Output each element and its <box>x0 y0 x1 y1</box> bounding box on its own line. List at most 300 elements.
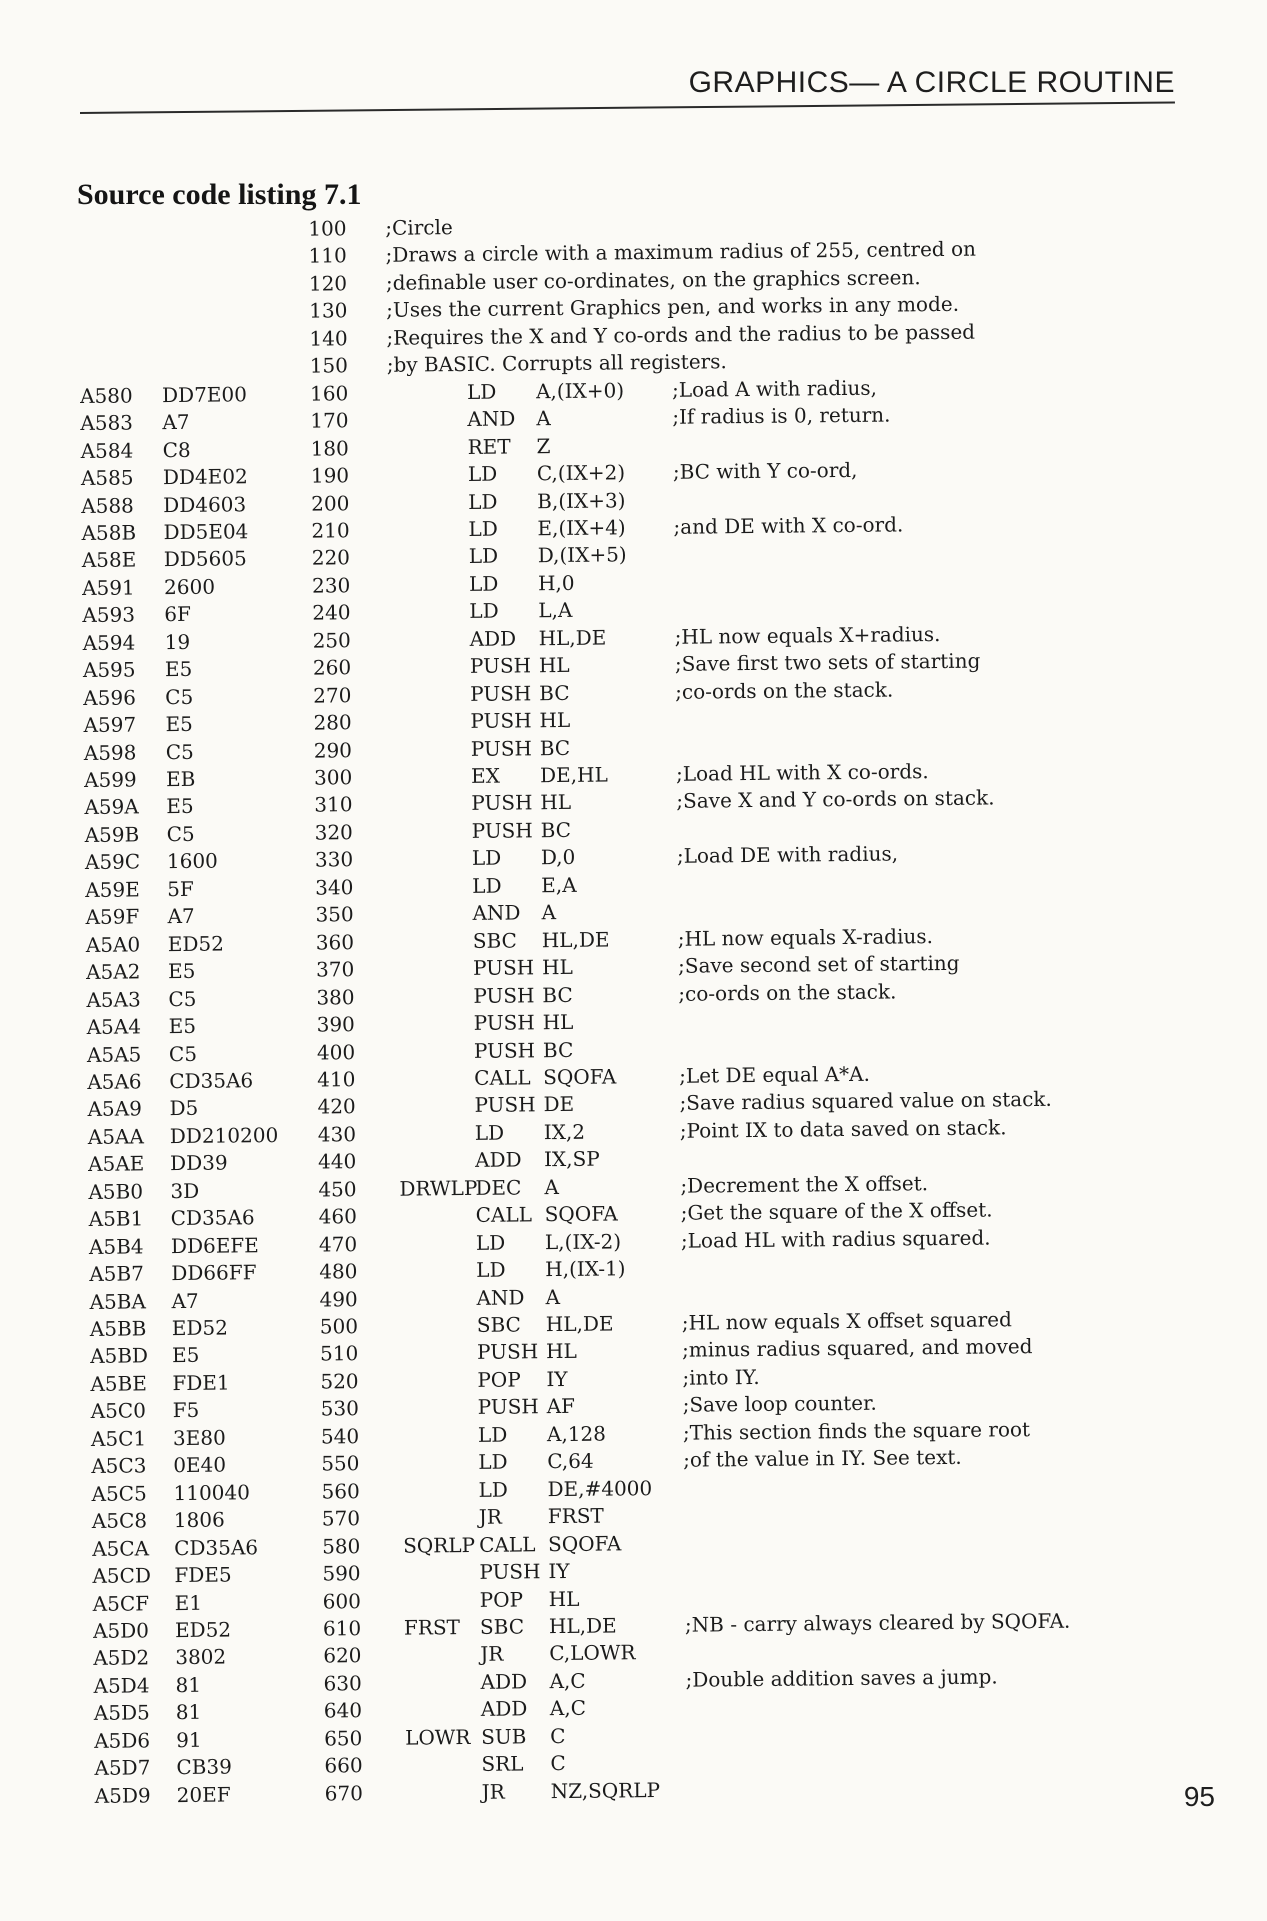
line-number: 650 <box>324 1725 363 1751</box>
operand: HL,DE <box>545 1311 614 1337</box>
line-number: 380 <box>316 984 355 1010</box>
comment-text: ;Load HL with radius squared. <box>680 1225 991 1253</box>
memory-address: A5BD <box>89 1343 149 1369</box>
operand: BC <box>540 817 572 843</box>
line-number: 630 <box>323 1670 362 1696</box>
section-heading: Source code listing 7.1 <box>77 178 362 211</box>
machine-code: C8 <box>162 437 191 462</box>
operand: Z <box>536 433 551 458</box>
operand: DE <box>543 1092 575 1117</box>
page-number: 95 <box>1183 1781 1215 1812</box>
line-number: 200 <box>311 490 350 516</box>
line-number: 220 <box>311 545 351 570</box>
line-number: 600 <box>322 1588 362 1614</box>
line-number: 360 <box>315 929 355 955</box>
mnemonic: RET <box>467 434 511 459</box>
asm-label: SQRLP <box>402 1532 476 1558</box>
mnemonic: PUSH <box>470 735 533 761</box>
memory-address: A5A5 <box>86 1041 142 1067</box>
memory-address: A5B0 <box>88 1179 144 1204</box>
line-number: 540 <box>320 1423 360 1449</box>
operand: SQOFA <box>544 1201 618 1227</box>
operand: BC <box>542 982 573 1007</box>
mnemonic: LD <box>468 516 498 541</box>
memory-address: A58E <box>81 547 137 573</box>
comment-text: ;HL now equals X offset squared <box>681 1307 1013 1335</box>
comment-text: ;This section finds the square root <box>682 1416 1031 1445</box>
comment-text: ;HL now equals X-radius. <box>677 923 934 951</box>
line-number: 190 <box>310 463 350 488</box>
operand: NZ,SQRLP <box>550 1777 661 1803</box>
mnemonic: POP <box>477 1367 521 1392</box>
line-number: 610 <box>322 1616 362 1641</box>
operand: C <box>550 1751 566 1776</box>
machine-code: E5 <box>168 1013 197 1039</box>
machine-code: DD4603 <box>163 491 247 517</box>
operand: BC <box>542 1037 574 1062</box>
machine-code: D5 <box>169 1096 199 1121</box>
machine-code: DD66FF <box>171 1260 257 1286</box>
comment-text: ;Save loop counter. <box>682 1391 877 1418</box>
machine-code: E5 <box>165 711 193 737</box>
operand: HL <box>540 790 572 815</box>
operand: B,(IX+3) <box>537 487 626 513</box>
mnemonic: LD <box>471 845 502 871</box>
memory-address: A5B7 <box>89 1261 144 1287</box>
mnemonic: CALL <box>475 1202 533 1228</box>
machine-code: E5 <box>171 1343 200 1368</box>
machine-code: A7 <box>162 409 190 435</box>
line-number: 180 <box>310 435 349 461</box>
line-number: 300 <box>313 765 353 790</box>
operand: SQOFA <box>543 1064 617 1090</box>
operand: H,0 <box>537 570 575 596</box>
mnemonic: PUSH <box>473 1010 535 1035</box>
memory-address: A5D2 <box>93 1645 150 1671</box>
line-number: 450 <box>318 1176 357 1202</box>
line-number: 460 <box>318 1204 357 1229</box>
operand: E,(IX+4) <box>537 515 626 541</box>
machine-code: CD35A6 <box>169 1068 254 1094</box>
operand: C,64 <box>547 1448 594 1474</box>
memory-address: A5D0 <box>92 1618 150 1643</box>
line-number: 590 <box>322 1561 361 1586</box>
operand: AF <box>546 1394 576 1419</box>
memory-address: A591 <box>81 575 135 600</box>
line-number: 640 <box>323 1698 363 1723</box>
comment-text: ;Let DE equal A*A. <box>679 1061 871 1088</box>
line-number: 350 <box>315 902 354 927</box>
mnemonic: CALL <box>474 1065 531 1090</box>
line-number: 120 <box>308 271 348 296</box>
comment-text: ;BC with Y co-ord, <box>672 457 858 484</box>
memory-address: A597 <box>83 712 137 738</box>
line-number: 140 <box>309 325 348 351</box>
line-number: 420 <box>317 1094 356 1119</box>
operand: IX,2 <box>543 1119 586 1145</box>
memory-address: A5B4 <box>88 1234 144 1259</box>
comment-text: ;Save first two sets of starting <box>674 648 981 676</box>
memory-address: A5CD <box>92 1563 152 1588</box>
machine-code: E1 <box>174 1590 203 1615</box>
machine-code: C5 <box>166 821 195 847</box>
operand: BC <box>539 735 571 760</box>
operand: HL,DE <box>548 1613 617 1639</box>
machine-code: 3E80 <box>172 1425 226 1450</box>
mnemonic: PUSH <box>470 708 532 734</box>
comment-text: ;Load HL with X co-ords. <box>675 759 929 786</box>
mnemonic: JR <box>480 1642 504 1667</box>
comment-text: ;Double addition saves a jump. <box>685 1664 998 1692</box>
machine-code: ED52 <box>167 931 225 956</box>
line-number: 530 <box>320 1396 359 1421</box>
line-number: 330 <box>314 847 354 872</box>
comment-text: ;NB - carry always cleared by SQOFA. <box>684 1608 1071 1637</box>
machine-code: 3802 <box>175 1644 227 1670</box>
mnemonic: JR <box>478 1504 503 1530</box>
operand: HL,DE <box>538 625 607 650</box>
line-number: 470 <box>318 1231 358 1257</box>
line-number: 570 <box>321 1506 361 1531</box>
memory-address: A584 <box>80 438 134 463</box>
mnemonic: SRL <box>481 1751 524 1777</box>
comment-text: ;Circle <box>385 215 453 240</box>
memory-address: A5AA <box>87 1124 145 1149</box>
comment-text: ;Decrement the X offset. <box>680 1170 929 1198</box>
mnemonic: LD <box>475 1230 506 1255</box>
comment-text: ;Save radius squared value on stack. <box>679 1087 1052 1116</box>
mnemonic: LD <box>474 1120 505 1145</box>
line-number: 290 <box>313 737 353 763</box>
machine-code: CD35A6 <box>174 1534 259 1560</box>
mnemonic: LD <box>467 461 498 486</box>
line-number: 210 <box>311 518 350 543</box>
memory-address: A5D9 <box>94 1782 151 1808</box>
operand: E,A <box>541 872 577 897</box>
mnemonic: LD <box>469 598 499 624</box>
operand: A,C <box>549 1696 587 1721</box>
mnemonic: PUSH <box>472 955 535 981</box>
line-number: 110 <box>308 243 347 269</box>
operand: L,(IX-2) <box>544 1229 622 1254</box>
mnemonic: DEC <box>475 1175 522 1200</box>
operand: A <box>536 406 551 431</box>
operand: L,A <box>538 598 573 623</box>
operand: IX,SP <box>543 1146 600 1172</box>
machine-code: E5 <box>166 794 194 819</box>
comment-text: ;and DE with X co-ord. <box>673 512 904 539</box>
mnemonic: PUSH <box>473 1037 536 1063</box>
memory-address: A5C5 <box>91 1481 147 1506</box>
machine-code: A7 <box>167 904 195 929</box>
operand: A <box>541 900 557 925</box>
machine-code: DD7E00 <box>161 381 248 407</box>
memory-address: A593 <box>82 602 136 628</box>
operand: D,(IX+5) <box>537 542 627 568</box>
comment-text: ;co-ords on the stack. <box>678 979 897 1006</box>
comment-text: ;Draws a circle with a maximum radius of 255, centred on <box>385 237 977 268</box>
memory-address: A5BB <box>89 1316 147 1341</box>
machine-code: ED52 <box>171 1315 229 1341</box>
memory-address: A5C1 <box>90 1426 147 1451</box>
machine-code: 2600 <box>163 574 216 599</box>
comment-text: ;If radius is 0, return. <box>672 402 891 429</box>
mnemonic: LD <box>468 571 499 596</box>
memory-address: A595 <box>82 657 136 683</box>
mnemonic: PUSH <box>471 790 533 816</box>
machine-code: 19 <box>164 629 191 654</box>
operand: D,0 <box>540 845 576 870</box>
mnemonic: LD <box>468 489 498 514</box>
line-number: 400 <box>316 1039 356 1065</box>
mnemonic: PUSH <box>473 982 535 1008</box>
memory-address: A596 <box>83 685 136 710</box>
line-number: 340 <box>315 874 354 900</box>
operand: HL <box>539 707 571 733</box>
memory-address: A583 <box>80 410 134 436</box>
operand: FRST <box>547 1503 604 1529</box>
asm-label: FRST <box>403 1615 461 1640</box>
mnemonic: PUSH <box>470 680 532 706</box>
memory-address: A598 <box>83 739 137 765</box>
memory-address: A599 <box>83 767 137 792</box>
machine-code: 1806 <box>173 1507 225 1533</box>
machine-code: 1600 <box>166 848 218 874</box>
mnemonic: LD <box>468 544 499 569</box>
memory-address: A5A0 <box>85 932 141 957</box>
operand: A,C <box>549 1668 586 1693</box>
machine-code: DD4E02 <box>162 464 248 490</box>
line-number: 310 <box>314 792 353 818</box>
line-number: 430 <box>317 1121 357 1147</box>
line-number: 440 <box>317 1149 357 1174</box>
machine-code: E5 <box>167 958 196 984</box>
memory-address: A59B <box>84 822 140 847</box>
mnemonic: PUSH <box>469 653 532 679</box>
memory-address: A5D4 <box>93 1673 150 1698</box>
operand: C <box>549 1723 566 1748</box>
memory-address: A5C8 <box>91 1508 148 1534</box>
memory-address: A5A9 <box>87 1096 142 1122</box>
memory-address: A5D5 <box>93 1700 150 1726</box>
asm-label: DRWLP <box>399 1175 478 1201</box>
memory-address: A58B <box>81 520 137 545</box>
comment-text: ;Uses the current Graphics pen, and works in any mode. <box>386 292 960 323</box>
machine-code: 20EF <box>176 1782 231 1807</box>
machine-code: 81 <box>175 1700 202 1725</box>
line-number: 160 <box>309 380 349 406</box>
line-number: 280 <box>313 710 352 735</box>
line-number: 410 <box>317 1067 356 1092</box>
memory-address: A580 <box>79 383 133 408</box>
memory-address: A588 <box>81 492 134 518</box>
line-number: 250 <box>312 627 351 653</box>
machine-code: 81 <box>175 1672 202 1697</box>
comment-text: ;Save second set of starting <box>677 950 960 978</box>
line-number: 480 <box>319 1259 358 1284</box>
operand: BC <box>539 680 570 705</box>
mnemonic: LD <box>477 1422 508 1447</box>
comment-text: ;of the value in IY. See text. <box>683 1445 962 1472</box>
memory-address: A5A2 <box>85 959 141 985</box>
memory-address: A594 <box>82 630 136 655</box>
machine-code: A7 <box>171 1288 199 1313</box>
line-number: 240 <box>312 600 351 625</box>
mnemonic: ADD <box>480 1696 528 1722</box>
comment-text: ;by BASIC. Corrupts all registers. <box>386 349 727 378</box>
operand: SQOFA <box>547 1530 622 1556</box>
operand: H,(IX-1) <box>545 1256 626 1282</box>
operand: C,LOWR <box>549 1640 636 1666</box>
operand: IY <box>548 1558 570 1584</box>
memory-address: A59F <box>85 904 140 930</box>
comment-text: ;co-ords on the stack. <box>675 677 894 704</box>
mnemonic: PUSH <box>474 1092 536 1118</box>
memory-address: A5D6 <box>94 1728 151 1753</box>
line-number: 520 <box>320 1369 359 1394</box>
line-number: 660 <box>324 1753 363 1778</box>
comment-text: ;definable user co-ordinates, on the graphics screen. <box>385 265 921 295</box>
mnemonic: LD <box>466 379 497 404</box>
machine-code: ED52 <box>174 1617 232 1643</box>
memory-address: A585 <box>80 465 134 491</box>
comment-text: ;into IY. <box>682 1364 760 1390</box>
line-number: 260 <box>312 655 352 680</box>
memory-address: A59E <box>85 877 140 902</box>
mnemonic: PUSH <box>476 1339 539 1365</box>
machine-code: C5 <box>165 739 194 764</box>
line-number: 270 <box>313 682 352 708</box>
mnemonic: LD <box>472 873 502 898</box>
memory-address: A5BE <box>90 1371 147 1396</box>
mnemonic: SBC <box>476 1312 522 1337</box>
mnemonic: ADD <box>469 626 517 651</box>
mnemonic: PUSH <box>471 818 533 843</box>
mnemonic: CALL <box>478 1531 536 1557</box>
operand: HL <box>545 1339 577 1364</box>
line-number: 150 <box>309 353 349 378</box>
machine-code: 3D <box>170 1178 200 1203</box>
machine-code: EB <box>165 766 196 792</box>
mnemonic: LD <box>476 1257 506 1282</box>
mnemonic: JR <box>481 1779 505 1804</box>
memory-address: A5AE <box>87 1151 145 1177</box>
running-header: GRAPHICS— A CIRCLE ROUTINE <box>688 66 1175 99</box>
line-number: 230 <box>311 573 351 598</box>
machine-code: C5 <box>168 986 197 1011</box>
mnemonic: AND <box>472 900 521 926</box>
line-number: 500 <box>319 1314 359 1339</box>
comment-text: ;HL now equals X+radius. <box>674 621 941 649</box>
operand: HL,DE <box>541 927 610 952</box>
memory-address: A5A6 <box>87 1069 142 1094</box>
line-number: 170 <box>310 408 349 433</box>
comment-text: ;Get the square of the X offset. <box>680 1197 993 1225</box>
operand: A <box>544 1174 559 1199</box>
operand: HL <box>541 955 573 980</box>
operand: A <box>545 1284 561 1309</box>
comment-text: ;Requires the X and Y co-ords and the radius to be passed <box>386 319 976 350</box>
machine-code: E5 <box>164 657 193 682</box>
mnemonic: LD <box>478 1477 508 1502</box>
line-number: 130 <box>309 298 348 323</box>
memory-address: A5CF <box>92 1590 150 1616</box>
mnemonic: SBC <box>472 928 517 953</box>
line-number: 620 <box>323 1643 362 1668</box>
machine-code: CB39 <box>176 1754 233 1780</box>
machine-code: C5 <box>165 684 194 709</box>
machine-code: DD5E04 <box>163 519 249 545</box>
comment-text: ;Save X and Y co-ords on stack. <box>676 785 995 814</box>
operand: HL <box>548 1586 580 1611</box>
machine-code: FDE1 <box>172 1370 230 1395</box>
line-number: 490 <box>319 1286 358 1312</box>
machine-code: 6F <box>164 602 192 627</box>
machine-code: DD210200 <box>169 1122 279 1148</box>
machine-code: DD6EFE <box>170 1232 259 1258</box>
asm-label: LOWR <box>405 1724 471 1750</box>
comment-text: ;Load A with radius, <box>671 375 878 402</box>
operand: HL <box>538 653 570 678</box>
mnemonic: PUSH <box>479 1559 541 1584</box>
line-number: 320 <box>314 820 353 845</box>
memory-address: A59A <box>84 794 139 820</box>
operand: A,(IX+0) <box>535 377 625 403</box>
line-number: 100 <box>308 216 347 241</box>
memory-address: A5A4 <box>86 1014 142 1040</box>
machine-code: FDE5 <box>174 1562 232 1588</box>
mnemonic: EX <box>470 763 501 788</box>
line-number: 370 <box>315 957 355 982</box>
machine-code: 5F <box>167 876 194 901</box>
memory-address: A5C3 <box>91 1453 147 1479</box>
memory-address: A5CA <box>92 1535 150 1561</box>
machine-code: DD39 <box>169 1150 228 1176</box>
mnemonic: POP <box>479 1586 524 1612</box>
comment-text: ;Point IX to data saved on stack. <box>679 1115 1007 1143</box>
line-number: 580 <box>321 1533 361 1559</box>
operand: A,128 <box>546 1421 607 1446</box>
machine-code: 91 <box>176 1727 202 1752</box>
operand: HL <box>542 1009 574 1035</box>
machine-code: F5 <box>172 1398 200 1423</box>
memory-address: A5A3 <box>86 986 141 1012</box>
mnemonic: AND <box>476 1284 525 1310</box>
machine-code: C5 <box>168 1041 198 1066</box>
machine-code: 0E40 <box>173 1452 227 1478</box>
memory-address: A5C0 <box>90 1398 147 1424</box>
memory-address: A5D7 <box>94 1755 151 1781</box>
mnemonic: SBC <box>479 1614 525 1639</box>
comment-text: ;minus radius squared, and moved <box>681 1334 1033 1363</box>
operand: DE,#4000 <box>547 1475 653 1501</box>
comment-text: ;Load DE with radius, <box>676 841 899 869</box>
memory-address: A5BA <box>89 1288 146 1314</box>
operand: C,(IX+2) <box>536 460 626 486</box>
mnemonic: LD <box>478 1449 508 1475</box>
line-number: 670 <box>324 1780 364 1806</box>
machine-code: DD5605 <box>163 546 247 572</box>
line-number: 550 <box>321 1451 360 1476</box>
line-number: 510 <box>319 1341 359 1366</box>
mnemonic: SUB <box>480 1724 527 1749</box>
mnemonic: ADD <box>474 1147 522 1173</box>
mnemonic: ADD <box>480 1669 528 1694</box>
memory-address: A59C <box>84 849 141 875</box>
machine-code: CD35A6 <box>170 1205 255 1231</box>
memory-address: A5B1 <box>88 1206 144 1232</box>
mnemonic: AND <box>467 406 516 432</box>
